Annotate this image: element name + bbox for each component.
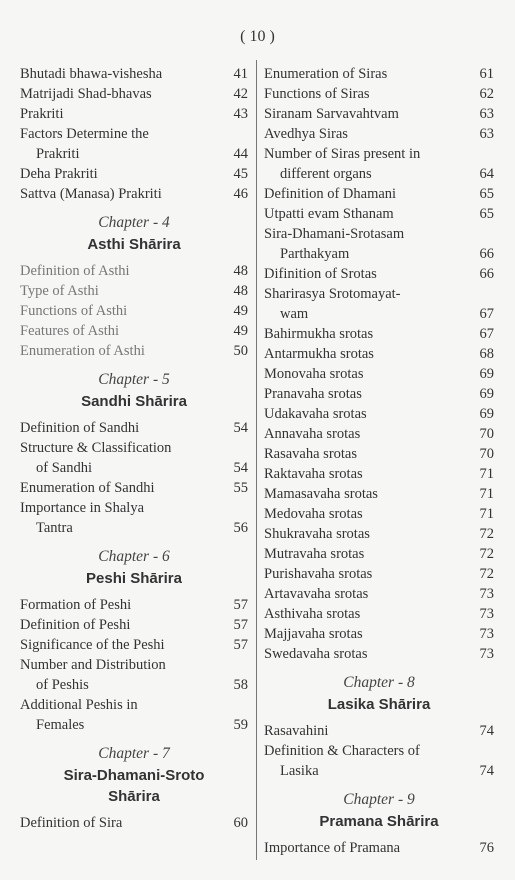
toc-entry — [264, 504, 494, 524]
toc-entry-title: Purishavaha srotas — [264, 566, 373, 582]
toc-entry — [20, 655, 248, 695]
toc-entry-title-line1: Sharirasya Srotomayat- — [264, 286, 401, 302]
toc-entry — [264, 324, 494, 344]
toc-entry-title: Definition of Asthi — [20, 263, 130, 279]
toc-entry-title: Difinition of Srotas — [264, 266, 377, 282]
toc-entry — [264, 484, 494, 504]
toc-entry-page: 46 — [233, 186, 248, 202]
chapter-name: Lasika Shārira — [327, 696, 431, 713]
toc-entry-title: Matrijadi Shad-bhavas — [20, 86, 152, 102]
toc-entry-title: Prakriti — [20, 106, 64, 122]
toc-entry-title: Enumeration of Sandhi — [20, 480, 155, 496]
toc-entry-page: 42 — [233, 86, 248, 102]
toc-entry — [20, 84, 248, 104]
toc-entry-title-line2: different organs — [280, 166, 372, 182]
toc-entry-title: Majjavaha srotas — [264, 626, 363, 642]
toc-entry-page: 69 — [479, 406, 494, 422]
toc-entry — [20, 418, 248, 438]
toc-entry-title-line2: Females — [36, 717, 85, 733]
toc-entry-title-line2: Tantra — [36, 520, 73, 536]
chapter-name: Pramana Shārira — [319, 813, 439, 830]
toc-entry-title: Monovaha srotas — [264, 366, 364, 382]
toc-entry-title — [264, 144, 470, 184]
toc-entry-title: Definition of Sandhi — [20, 420, 140, 436]
column-divider — [256, 60, 257, 860]
chapter-label: Chapter - 8 — [343, 674, 415, 691]
toc-entry-page: 76 — [479, 840, 494, 856]
chapter-name: Sira-Dhamani-Sroto — [63, 767, 205, 784]
toc-entry-title — [264, 741, 470, 781]
toc-entry-title: Annavaha srotas — [264, 426, 361, 442]
chapter-heading — [20, 743, 248, 807]
chapter-name: Shārira — [108, 788, 160, 805]
toc-entry-page: 64 — [479, 166, 494, 182]
toc-entry-page: 65 — [479, 186, 494, 202]
toc-entry-title: Functions of Asthi — [20, 303, 128, 319]
chapter-name: Sandhi Shārira — [81, 393, 187, 410]
toc-entry-title: Medovaha srotas — [264, 506, 363, 522]
toc-entry — [264, 544, 494, 564]
toc-entry-title: Deha Prakriti — [20, 166, 98, 182]
toc-entry-title: Formation of Peshi — [20, 597, 132, 613]
toc-entry-page: 57 — [233, 617, 248, 633]
toc-entry-title-line2: of Sandhi — [36, 460, 92, 476]
right-column — [264, 64, 494, 858]
toc-entry — [264, 384, 494, 404]
chapter-heading — [264, 672, 494, 715]
toc-entry — [20, 635, 248, 655]
toc-entry-page: 66 — [479, 246, 494, 262]
toc-entry — [264, 184, 494, 204]
toc-entry — [20, 104, 248, 124]
toc-entry-title-line2: Lasika — [280, 763, 319, 779]
toc-entry-page: 67 — [479, 306, 494, 322]
toc-entry-page: 69 — [479, 386, 494, 402]
chapter-name: Peshi Shārira — [86, 570, 182, 587]
chapter-label: Chapter - 4 — [98, 214, 170, 231]
toc-entry — [264, 741, 494, 781]
toc-entry-page: 58 — [233, 677, 248, 693]
toc-entry-title: Definition of Sira — [20, 815, 123, 831]
toc-entry — [20, 478, 248, 498]
toc-entry-title-line1: Number of Siras present in — [264, 146, 421, 162]
toc-entry — [264, 604, 494, 624]
toc-entry-page: 45 — [233, 166, 248, 182]
chapter-label: Chapter - 9 — [343, 791, 415, 808]
chapter-label: Chapter - 6 — [98, 548, 170, 565]
toc-entry-title: Avedhya Siras — [264, 126, 348, 142]
toc-entry-page: 49 — [233, 323, 248, 339]
toc-entry-title: Features of Asthi — [20, 323, 120, 339]
toc-entry — [20, 124, 248, 164]
toc-entry-title: Rasavaha srotas — [264, 446, 358, 462]
toc-entry-title — [20, 498, 224, 538]
toc-entry-title: Antarmukha srotas — [264, 346, 374, 362]
toc-entry-page: 70 — [479, 426, 494, 442]
toc-entry — [20, 184, 248, 204]
toc-entry — [264, 644, 494, 664]
toc-entry — [264, 364, 494, 384]
toc-entry-title — [20, 438, 224, 478]
toc-entry-page: 57 — [233, 637, 248, 653]
toc-entry-title — [264, 284, 470, 324]
toc-entry — [264, 84, 494, 104]
toc-entry-page: 70 — [479, 446, 494, 462]
chapter-heading — [20, 546, 248, 589]
toc-entry-page: 74 — [479, 763, 494, 779]
toc-entry-page: 43 — [233, 106, 248, 122]
toc-entry — [20, 341, 248, 361]
toc-entry — [264, 464, 494, 484]
page-number: ( 10 ) — [240, 28, 275, 45]
toc-entry-title: Udakavaha srotas — [264, 406, 367, 422]
toc-entry — [264, 124, 494, 144]
toc-entry-page: 74 — [479, 723, 494, 739]
toc-entry-title: Mutravaha srotas — [264, 546, 365, 562]
toc-entry-title: Siranam Sarvavahtvam — [264, 106, 399, 122]
toc-entry-page: 68 — [479, 346, 494, 362]
toc-entry-page: 71 — [479, 486, 494, 502]
toc-entry — [20, 164, 248, 184]
toc-entry-page: 61 — [479, 66, 494, 82]
toc-entry-page: 54 — [233, 460, 248, 476]
toc-entry — [264, 524, 494, 544]
toc-entry-page: 72 — [479, 546, 494, 562]
toc-entry-title-line1: Sira-Dhamani-Srotasam — [264, 226, 405, 242]
toc-entry-title: Type of Asthi — [20, 283, 99, 299]
toc-entry-title: Utpatti evam Sthanam — [264, 206, 394, 222]
toc-entry-title — [20, 655, 224, 695]
toc-entry-title: Functions of Siras — [264, 86, 370, 102]
toc-entry — [264, 404, 494, 424]
toc-entry-title: Bahirmukha srotas — [264, 326, 374, 342]
toc-entry-page: 55 — [233, 480, 248, 496]
toc-entry-page: 72 — [479, 526, 494, 542]
toc-entry — [264, 344, 494, 364]
toc-entry — [264, 721, 494, 741]
toc-entry-title: Shukravaha srotas — [264, 526, 370, 542]
toc-entry-title-line2: Parthakyam — [280, 246, 350, 262]
toc-entry-page: 71 — [479, 506, 494, 522]
toc-entry — [264, 224, 494, 264]
toc-entry-page: 49 — [233, 303, 248, 319]
left-column — [20, 64, 248, 833]
toc-entry-page: 67 — [479, 326, 494, 342]
chapter-label: Chapter - 5 — [98, 371, 170, 388]
toc-entry-page: 71 — [479, 466, 494, 482]
toc-entry — [264, 624, 494, 644]
toc-entry-title-line1: Importance in Shalya — [20, 500, 145, 516]
toc-entry-title — [20, 124, 224, 164]
toc-entry-page: 48 — [233, 283, 248, 299]
toc-entry-page: 60 — [233, 815, 248, 831]
toc-entry-title: Swedavaha srotas — [264, 646, 368, 662]
toc-entry-page: 56 — [233, 520, 248, 536]
toc-entry — [20, 64, 248, 84]
toc-entry-title: Importance of Pramana — [264, 840, 401, 856]
toc-entry-title-line2: Prakriti — [36, 146, 80, 162]
toc-entry — [264, 584, 494, 604]
toc-entry-page: 48 — [233, 263, 248, 279]
toc-entry-page: 54 — [233, 420, 248, 436]
toc-entry-title: Bhutadi bhawa-vishesha — [20, 66, 163, 82]
toc-entry-page: 62 — [479, 86, 494, 102]
toc-entry — [20, 301, 248, 321]
toc-entry-page: 57 — [233, 597, 248, 613]
toc-entry-page: 72 — [479, 566, 494, 582]
toc-entry-page: 50 — [233, 343, 248, 359]
toc-entry-title — [20, 695, 224, 735]
toc-entry-page: 44 — [233, 146, 248, 162]
toc-entry-title-line1: Structure & Classification — [20, 440, 172, 456]
chapter-heading — [20, 212, 248, 255]
toc-entry-title: Enumeration of Asthi — [20, 343, 145, 359]
toc-entry-title: Definition of Peshi — [20, 617, 131, 633]
toc-entry — [264, 204, 494, 224]
toc-entry — [20, 321, 248, 341]
toc-entry-title — [264, 224, 470, 264]
toc-entry-title-line2: wam — [280, 306, 309, 322]
toc-entry-page: 73 — [479, 586, 494, 602]
toc-entry — [264, 284, 494, 324]
toc-entry — [20, 261, 248, 281]
toc-entry — [264, 64, 494, 84]
toc-entry — [20, 595, 248, 615]
toc-entry — [264, 564, 494, 584]
toc-entry-page: 59 — [233, 717, 248, 733]
toc-entry-page: 73 — [479, 626, 494, 642]
toc-entry-title-line1: Number and Distribution — [20, 657, 166, 673]
toc-entry-title: Sattva (Manasa) Prakriti — [20, 186, 162, 202]
toc-entry-page: 63 — [479, 106, 494, 122]
toc-entry-page: 41 — [233, 66, 248, 82]
toc-entry-title: Rasavahini — [264, 723, 329, 739]
toc-entry-title: Raktavaha srotas — [264, 466, 363, 482]
toc-entry-page: 73 — [479, 646, 494, 662]
toc-entry-title: Artavavaha srotas — [264, 586, 369, 602]
toc-entry-page: 66 — [479, 266, 494, 282]
toc-entry — [264, 264, 494, 284]
toc-entry-page: 69 — [479, 366, 494, 382]
chapter-label: Chapter - 7 — [98, 745, 170, 762]
toc-entry — [20, 498, 248, 538]
toc-entry-title-line1: Additional Peshis in — [20, 697, 138, 713]
toc-entry-page: 63 — [479, 126, 494, 142]
toc-entry-title: Enumeration of Siras — [264, 66, 388, 82]
toc-entry-title-line1: Factors Determine the — [20, 126, 149, 142]
chapter-name: Asthi Shārira — [87, 236, 181, 253]
toc-entry — [20, 438, 248, 478]
toc-entry — [264, 144, 494, 184]
toc-entry-title: Significance of the Peshi — [20, 637, 165, 653]
toc-entry — [264, 104, 494, 124]
toc-entry — [264, 838, 494, 858]
toc-entry-title: Mamasavaha srotas — [264, 486, 378, 502]
toc-entry — [264, 444, 494, 464]
toc-entry-page: 73 — [479, 606, 494, 622]
toc-entry — [20, 281, 248, 301]
toc-entry-page: 65 — [479, 206, 494, 222]
toc-entry-title-line2: of Peshis — [36, 677, 89, 693]
toc-entry — [20, 695, 248, 735]
toc-entry — [20, 615, 248, 635]
toc-entry-title: Pranavaha srotas — [264, 386, 362, 402]
toc-entry-title: Definition of Dhamani — [264, 186, 397, 202]
toc-entry-title: Asthivaha srotas — [264, 606, 361, 622]
toc-entry — [20, 813, 248, 833]
chapter-heading — [20, 369, 248, 412]
toc-entry — [264, 424, 494, 444]
toc-entry-title-line1: Definition & Characters of — [264, 743, 420, 759]
chapter-heading — [264, 789, 494, 832]
